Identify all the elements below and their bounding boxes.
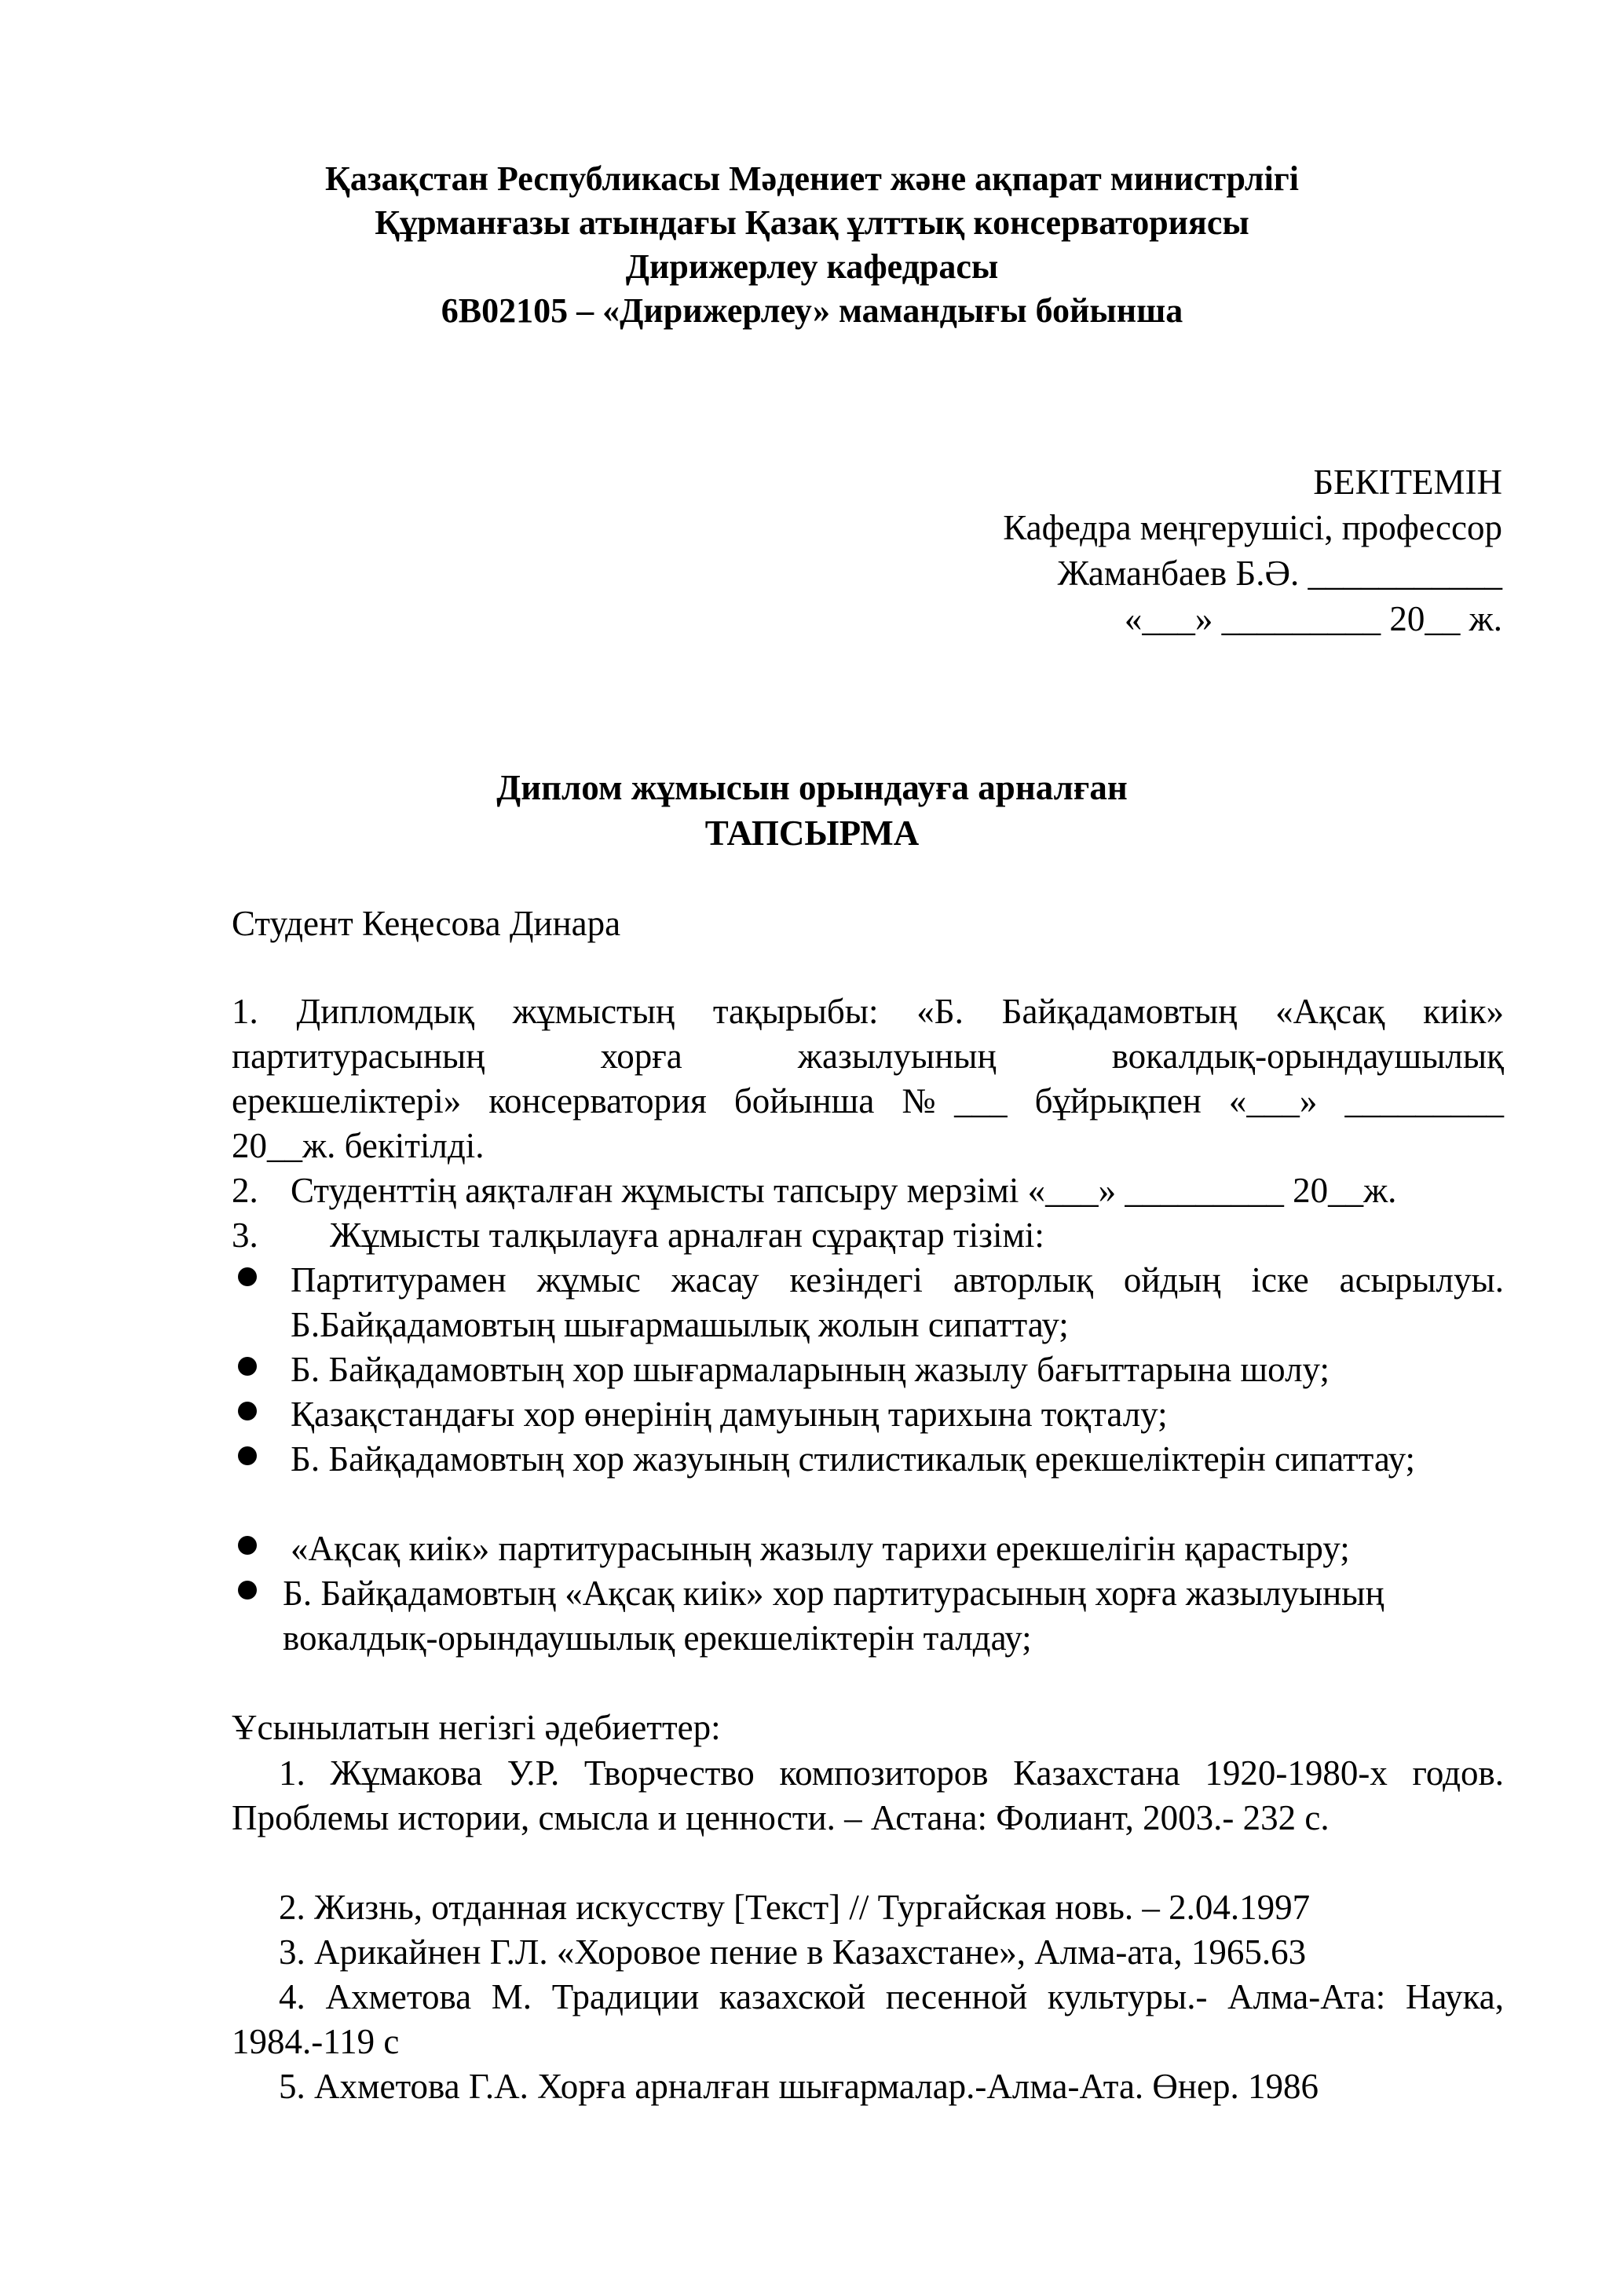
item1-line2: партитурасының хорға жазылуының вокалдық-орындаушылық [232,1036,1504,1076]
item1-line1: 1. Дипломдық жұмыстың тақырыбы: «Б. Байқадамовтың «Ақсақ киік» [232,992,1504,1031]
question-item: «Ақсақ киік» партитурасының жазылу тарихи ерекшелігін қарастыру; [291,1529,1350,1568]
item1-line3: ерекшеліктері» консерватория бойынша №___ бұйрықпен «___» _________ [232,1081,1504,1121]
literature-ref: 2. Жизнь, отданная искусству [Текст] // Тургайская новь. – 2.04.1997 [279,1888,1311,1927]
approval-name: Жаманбаев Б.Ә. ___________ [1057,554,1502,593]
task-subtitle: ТАПСЫРМА [704,813,920,853]
specialty-title: 6В02105 – «Дирижерлеу» мамандығы бойынша [441,291,1183,330]
literature-heading: Ұсынылатын негізгі әдебиеттер: [232,1708,721,1747]
department-title: Дирижерлеу кафедрасы [625,247,999,286]
item1-line4: 20__ж. бекітілді. [232,1126,485,1165]
question-item: Б. Байқадамовтың «Ақсақ киік» хор партитурасының хорға жазылуының вокалдық-орындаушылық ерекшеліктерін талдау; [283,1574,1384,1658]
approval-title: БЕКІТЕМІН [1313,462,1502,502]
bullet-icon [238,1446,257,1465]
literature-ref: 1. Жұмакова У.Р. Творчество композиторов Казахстана 1920-1980-х годов. Проблемы истории, смысла и ценности. – Астана: Фолиант, 2003.- 232 с. [232,1753,1504,1837]
literature-ref: 5. Ахметова Г.А. Хорға арналған шығармалар.-Алма-Ата. Өнер. 1986 [279,2067,1319,2106]
ministry-title: Қазақстан Республикасы Мәдениет және ақпарат министрлігі [325,159,1299,198]
literature-ref: 4. Ахметова М. Традиции казахской песенной культуры.- Алма-Ата: Наука, 1984.-119 с [232,1977,1504,2061]
bullet-icon [238,1402,257,1420]
approval-position: Кафедра меңгерушісі, профессор [1003,508,1502,547]
bullet-icon [238,1267,257,1286]
question-item: Партитурамен жұмыс жасау кезіндегі авторлық ойдың іске асырылуы. Б.Байқадамовтың шығармашылық жолын сипаттау; [291,1260,1504,1344]
question-item: Б. Байқадамовтың хор жазуының стилистикалық ерекшеліктерін сипаттау; [291,1439,1415,1479]
question-item: Қазақстандағы хор өнерінің дамуының тарихына тоқталу; [291,1395,1168,1434]
question-item: Б. Байқадамовтың хор шығармаларының жазылу бағыттарына шолу; [291,1350,1330,1389]
task-title: Диплом жұмысын орындауға арналған [496,768,1128,807]
bullet-icon [238,1581,257,1600]
conservatory-title: Құрманғазы атындағы Қазақ ұлттық консерваториясы [375,203,1249,242]
item3-text: Жұмысты талқылауға арналған сұрақтар тізімі: [330,1216,1044,1255]
bullet-icon [238,1357,257,1376]
item2-text: Студенттің аяқталған жұмысты тапсыру мерзімі «___» _________ 20__ж. [291,1171,1397,1210]
item3-number: 3. [232,1216,258,1255]
bullet-icon [238,1536,257,1555]
approval-date: «___» _________ 20__ ж. [1124,599,1502,638]
item2-number: 2. [232,1171,258,1210]
student-name: Студент Кеңесова Динара [232,904,621,943]
literature-ref: 3. Арикайнен Г.Л. «Хоровое пение в Казахстане», Алма-ата, 1965.63 [279,1932,1307,1972]
